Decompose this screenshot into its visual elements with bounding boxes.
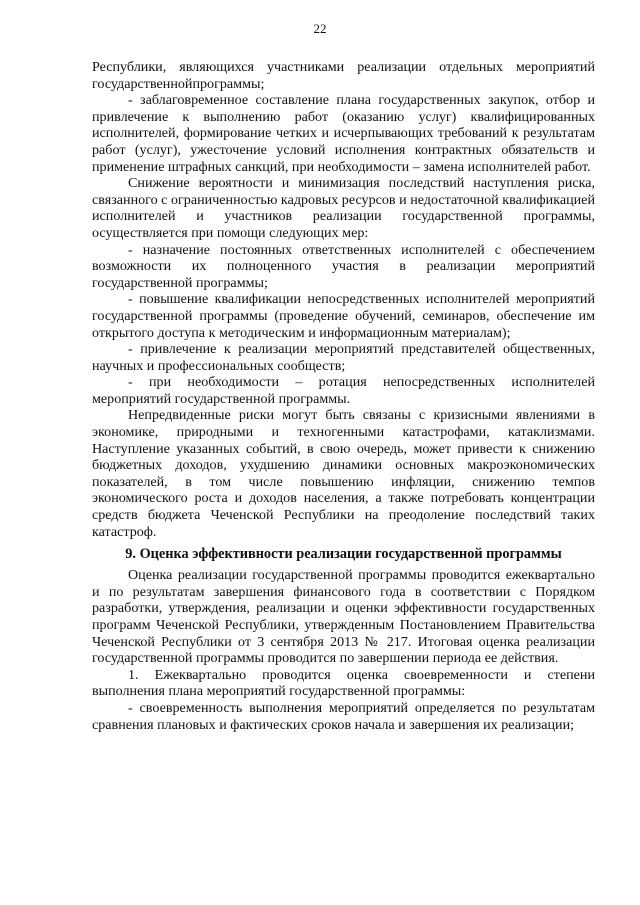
list-item: - назначение постоянных ответственных исполнителей с обеспечением возможности их полноценного участия в реализации мероприятий государственной программы; xyxy=(92,241,595,291)
paragraph: Снижение вероятности и минимизация последствий наступления риска, связанного с ограниченностью кадровых ресурсов и недостаточной квалификацией исполнителей и участников реализации государственной программы, осуществляется при помощи следующих мер: xyxy=(92,175,595,241)
paragraph: Непредвиденные риски могут быть связаны с кризисными явлениями в экономике, природными и техногенными катастрофами, катаклизмами. Наступление указанных событий, в свою очередь, может привести к снижению бюджетных доходов, ухудшению динамики основных макроэкономических показателей, в том числе повышению инфляции, снижению темпов экономического роста и доходов населения, а также потребовать концентрации средств бюджета Чеченской Республики на преодоление последствий таких катастроф. xyxy=(92,407,595,540)
list-item: - при необходимости – ротация непосредственных исполнителей мероприятий государственной программы. xyxy=(92,374,595,407)
list-item: - заблаговременное составление плана государственных закупок, отбор и привлечение к выполнению работ (оказанию услуг) квалифицированных исполнителей, формирование четких и исчерпывающих требований к результатам работ (услуг), ужесточение условий исполнения контрактных обязательств и применение штрафных санкций, при необходимости – замена исполнителей работ. xyxy=(92,92,595,175)
paragraph: Республики, являющихся участниками реализации отдельных мероприятий государственнойпрограммы; xyxy=(92,59,595,92)
section-heading: 9. Оценка эффективности реализации государственной программы xyxy=(125,546,562,563)
document-body xyxy=(92,59,595,733)
list-item: - привлечение к реализации мероприятий представителей общественных, научных и профессиональных сообществ; xyxy=(92,341,595,374)
paragraph: Оценка реализации государственной программы проводится ежеквартально и по результатам завершения финансового года в соответствии с Порядком разработки, утверждения, реализации и оценки эффективности государственных программ Чеченской Республики, утвержденным Постановлением Правительства Чеченской Республики от 3 сентября 2013 № 217. Итоговая оценка реализации государственной программы проводится по завершении периода ее действия. xyxy=(92,567,595,667)
paragraph: 1. Ежеквартально проводится оценка своевременности и степени выполнения плана мероприятий государственной программы: xyxy=(92,666,595,700)
page-number: 22 xyxy=(313,21,327,36)
list-item: - повышение квалификации непосредственных исполнителей мероприятий государственной программы (проведение обучений, семинаров, обеспечение им открытого доступа к методическим и информационным материалам); xyxy=(92,291,595,341)
list-item: - своевременность выполнения мероприятий определяется по результатам сравнения плановых и фактических сроков начала и завершения их реализации; xyxy=(92,699,595,733)
